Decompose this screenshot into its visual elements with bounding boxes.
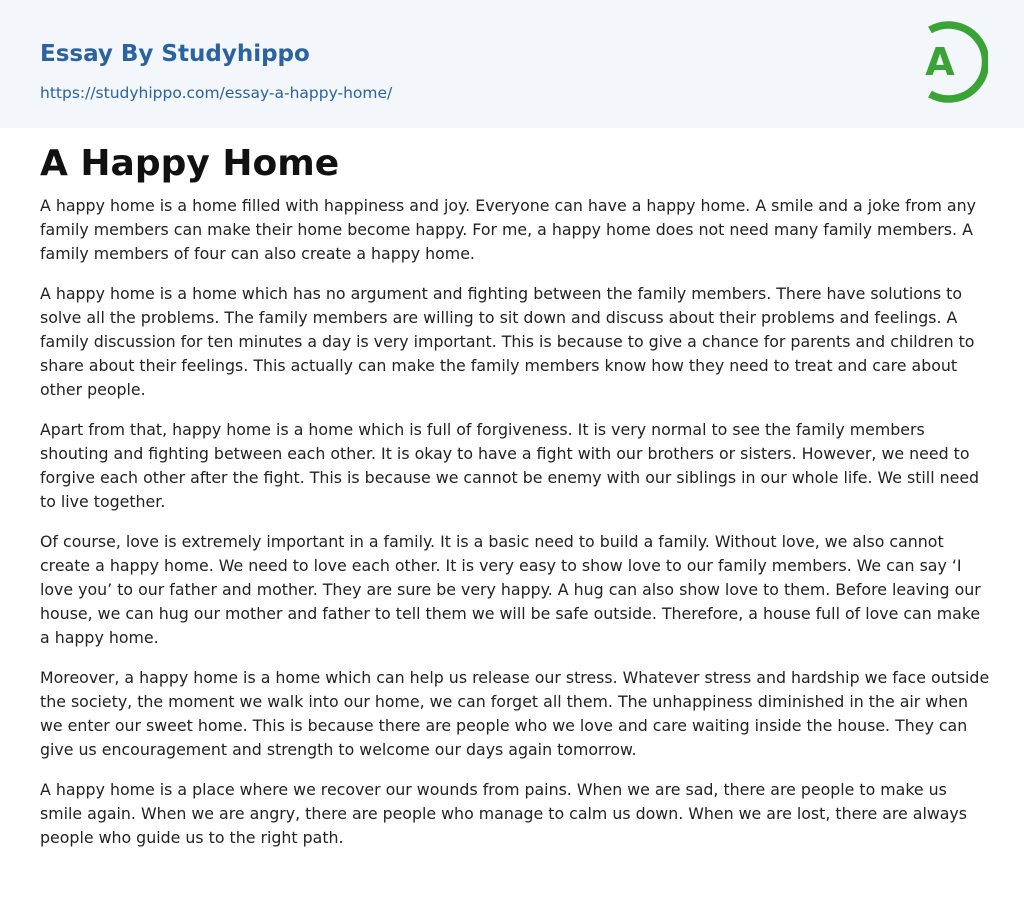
essay-url-link[interactable]: https://studyhippo.com/essay-a-happy-home/: [40, 84, 393, 102]
site-header: [0, 0, 1024, 128]
page-title: A Happy Home: [40, 143, 340, 184]
essay-body: [40, 194, 990, 866]
essay-paragraph-5: Moreover, a happy home is a home which can help us release our stress. Whatever stress and hardship we face outside the society, the moment we walk into our home, we can forget all them. The unhappiness diminished in the air when we enter our sweet home. This is because there are people who we love and care waiting inside the house. They can give us encouragement and strength to welcome our days again tomorrow.: [40, 668, 990, 759]
essay-paragraph-1: A happy home is a home filled with happiness and joy. Everyone can have a happy home. A smile and a joke from any family members can make their home become happy. For me, a happy home does not need many family members. A family members of four can also create a happy home.: [40, 196, 976, 263]
site-brand[interactable]: Essay By Studyhippo: [40, 41, 310, 67]
letter-a-ring-logo-icon: [908, 18, 988, 106]
essay-paragraph-4: Of course, love is extremely important in a family. It is a basic need to build a family. Without love, we also cannot create a happy home. We need to love each other. It is very easy to show love to our family members. We can say ‘I love you’ to our father and mother. They are sure be very happy. A hug can also show love to them. Before leaving our house, we can hug our mother and father to tell them we will be safe outside. Therefore, a house full of love can make a happy home.: [40, 532, 981, 647]
logo-letter: A: [925, 40, 955, 84]
essay-paragraph-3: Apart from that, happy home is a home which is full of forgiveness. It is very normal to see the family members shouting and fighting between each other. It is okay to have a fight with our brothers or sisters. However, we need to forgive each other after the fight. This is because we cannot be enemy with our siblings in our whole life. We still need to live together.: [40, 420, 980, 511]
studyhippo-logo[interactable]: [908, 18, 988, 106]
essay-paragraph-6: A happy home is a place where we recover our wounds from pains. When we are sad, there are people to make us smile again. When we are angry, there are people who manage to calm us down. When we are lost, there are always people who guide us to the right path.: [40, 780, 968, 847]
essay-paragraph-2: A happy home is a home which has no argument and fighting between the family members. There have solutions to solve all the problems. The family members are willing to sit down and discuss about their problems and feelings. A family discussion for ten minutes a day is very important. This is because to give a chance for parents and children to share about their feelings. This actually can make the family members know how they need to treat and care about other people.: [40, 284, 975, 399]
